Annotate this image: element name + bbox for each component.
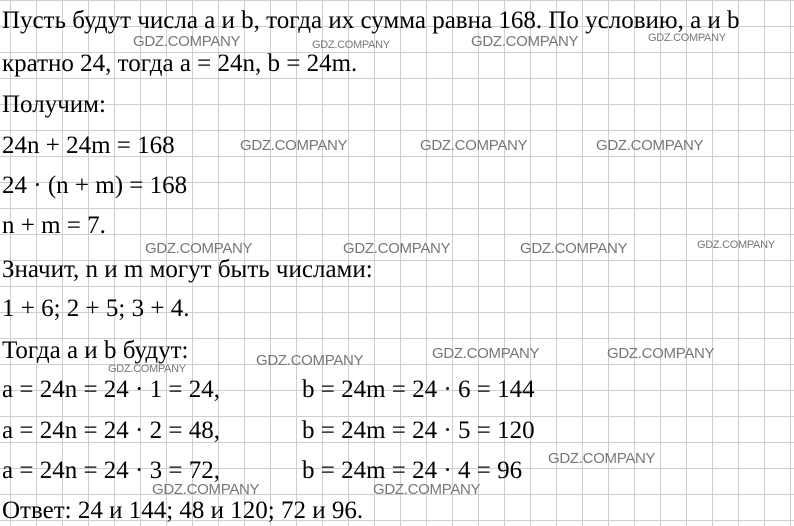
watermark: GDZ.COMPANY: [520, 240, 628, 257]
watermark: GDZ.COMPANY: [133, 33, 241, 50]
answer-line: Ответ: 24 и 144; 48 и 120; 72 и 96.: [2, 497, 364, 524]
watermark: GDZ.COMPANY: [240, 137, 348, 154]
watermark: GDZ.COMPANY: [548, 450, 656, 467]
watermark: GDZ.COMPANY: [697, 239, 775, 251]
row-1-a: a = 24n = 24 · 1 = 24,: [2, 376, 220, 403]
watermark: GDZ.COMPANY: [607, 345, 715, 362]
watermark: GDZ.COMPANY: [596, 137, 704, 154]
equation-2: 24 · (n + m) = 168: [2, 172, 188, 199]
text-line-7: Значит, n и m могут быть числами:: [2, 256, 373, 283]
row-2-a: a = 24n = 24 · 2 = 48,: [2, 417, 220, 444]
row-3-a: a = 24n = 24 · 3 = 72,: [2, 457, 220, 484]
row-1-b: b = 24m = 24 · 6 = 144: [302, 376, 535, 403]
equation-3: n + m = 7.: [2, 212, 106, 239]
watermark: GDZ.COMPANY: [145, 240, 253, 257]
watermark: GDZ.COMPANY: [152, 481, 260, 498]
text-line-9: Тогда a и b будут:: [2, 337, 189, 364]
text-line-3: Получим:: [2, 91, 106, 118]
row-2-b: b = 24m = 24 · 5 = 120: [302, 417, 535, 444]
equation-1: 24n + 24m = 168: [2, 132, 175, 159]
watermark: GDZ.COMPANY: [648, 32, 726, 44]
watermark: GDZ.COMPANY: [471, 33, 579, 50]
watermark: GDZ.COMPANY: [420, 137, 528, 154]
watermark: GDZ.COMPANY: [256, 352, 364, 369]
watermark: GDZ.COMPANY: [373, 481, 481, 498]
watermark: GDZ.COMPANY: [343, 240, 451, 257]
watermark: GDZ.COMPANY: [108, 363, 186, 375]
text-line-1: Пусть будут числа a и b, тогда их сумма равна 168. По условию, a и b: [2, 7, 740, 34]
watermark: GDZ.COMPANY: [312, 39, 390, 51]
text-line-2: кратно 24, тогда a = 24n, b = 24m.: [2, 50, 358, 77]
row-3-b: b = 24m = 24 · 4 = 96: [302, 457, 523, 484]
watermark: GDZ.COMPANY: [432, 345, 540, 362]
text-line-8: 1 + 6; 2 + 5; 3 + 4.: [2, 295, 190, 322]
